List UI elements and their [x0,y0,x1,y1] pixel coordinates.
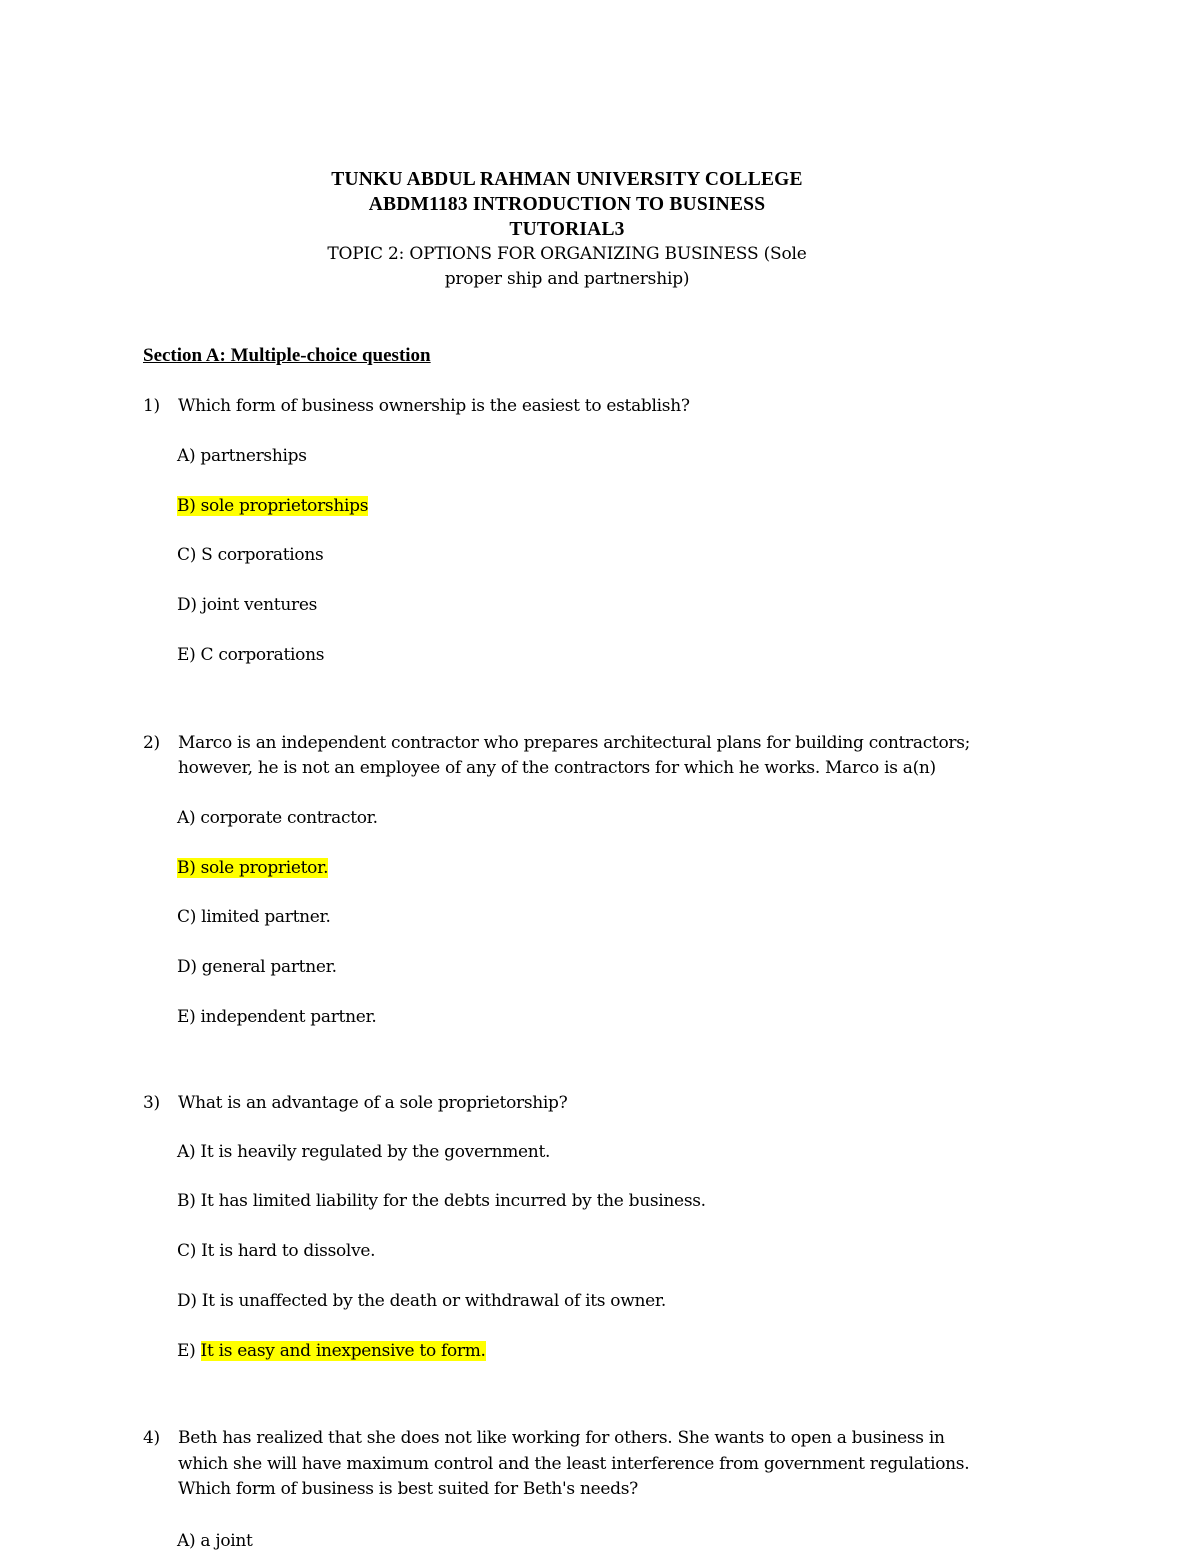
answer-option-highlighted: B) sole proprietor. [177,858,329,878]
topic-line-1: TOPIC 2: OPTIONS FOR ORGANIZING BUSINESS (Sole [327,244,807,264]
answer-option: E) C corporations [177,645,325,665]
option-prefix: E) [177,1341,201,1361]
question-text: Beth has realized that she does not like working for others. She wants to open a business in [178,1428,945,1448]
tutorial-title: TUTORIAL3 [509,219,625,240]
answer-option-highlighted: It is easy and inexpensive to form. [200,1341,486,1361]
answer-option: C) S corporations [177,545,324,565]
institution-name: TUNKU ABDUL RAHMAN UNIVERSITY COLLEGE [331,169,803,190]
course-title: ABDM1183 INTRODUCTION TO BUSINESS [368,194,766,215]
question-number: 4) [143,1428,160,1448]
question-number: 3) [143,1093,160,1113]
answer-option: C) limited partner. [177,907,331,927]
answer-option: A) It is heavily regulated by the government. [177,1142,551,1162]
answer-option-e [177,1339,486,1364]
question-text: however, he is not an employee of any of the contractors for which he works. Marco is a(n) [178,758,936,778]
document-header [230,167,904,292]
question-text: Marco is an independent contractor who prepares architectural plans for building contractors; [178,733,971,753]
topic-line-2: proper ship and partnership) [444,269,690,289]
question-text: Which form of business ownership is the easiest to establish? [178,396,690,416]
answer-option: D) It is unaffected by the death or withdrawal of its owner. [177,1291,666,1311]
answer-option: D) joint ventures [177,595,317,615]
answer-option-highlighted: B) sole proprietorships [177,496,369,516]
question-text: What is an advantage of a sole proprietorship? [178,1093,568,1113]
answer-option: A) a joint [177,1531,253,1551]
answer-option: A) corporate contractor. [177,808,378,828]
answer-option: D) general partner. [177,957,337,977]
question-text: which she will have maximum control and the least interference from government regulations. [178,1454,970,1474]
question-number: 2) [143,733,160,753]
answer-option: E) independent partner. [177,1007,377,1027]
answer-option: B) It has limited liability for the debts incurred by the business. [177,1191,706,1211]
answer-option: A) partnerships [177,446,307,466]
answer-option: C) It is hard to dissolve. [177,1241,376,1261]
question-text: Which form of business is best suited for Beth's needs? [178,1479,638,1499]
section-title: Section A: Multiple-choice question [143,345,431,366]
question-number: 1) [143,396,160,416]
